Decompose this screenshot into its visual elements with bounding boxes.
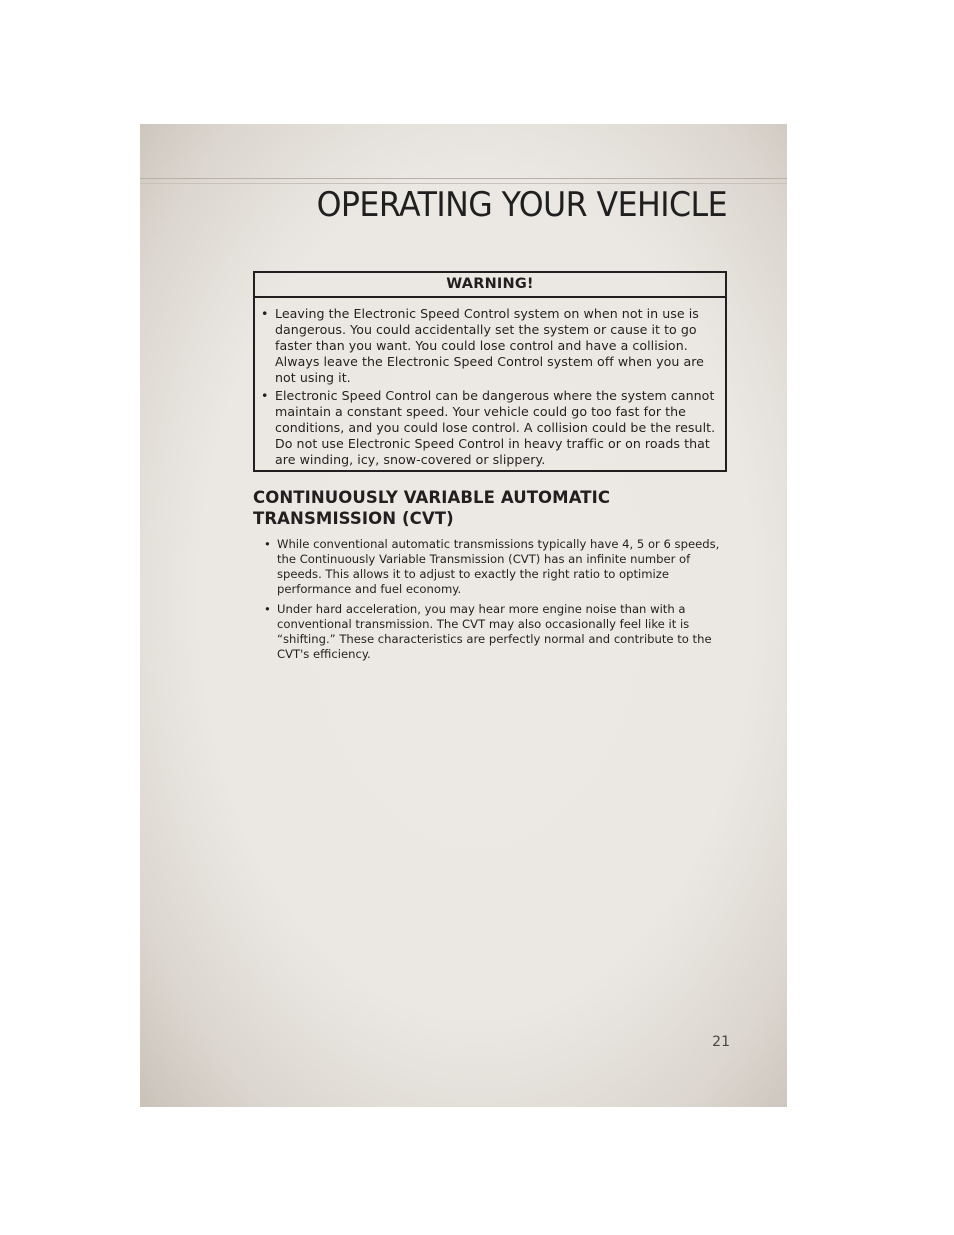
warning-item — [261, 388, 719, 468]
header-rule-top — [140, 178, 787, 179]
manual-page — [140, 124, 787, 1107]
warning-item-text: Leaving the Electronic Speed Control system on when not in use is dangerous. You could accidentally set the system or cause it to go faster than you want. You could lose control and have a collision. Always leave the Electronic Speed Control system off when you are not using it. — [275, 306, 704, 385]
warning-box — [253, 271, 727, 472]
section-heading — [253, 487, 727, 529]
warning-item-text: Electronic Speed Control can be dangerous where the system cannot maintain a constant speed. Your vehicle could go too fast for the conditions, and you could lose control. A collision could be the result. Do not use Electronic Speed Control in heavy traffic or on roads that are winding, icy, snow-covered or slippery. — [275, 388, 716, 467]
header-rule-bottom — [140, 183, 787, 184]
bullet-icon: • — [264, 537, 271, 551]
list-item-text: While conventional automatic transmissions typically have 4, 5 or 6 speeds, the Continuously Variable Transmission (CVT) has an infinite number of speeds. This allows it to adjust to exactly the right ratio to optimize performance and fuel economy. — [277, 537, 720, 596]
warning-item — [261, 306, 719, 386]
list-item-text: Under hard acceleration, you may hear more engine noise than with a conventional transmission. The CVT may also occasionally feel like it is “shifting.” These characteristics are perfectly normal and contribute to the CVT's efficiency. — [277, 602, 712, 661]
warning-list — [255, 298, 725, 468]
page-title: OPERATING YOUR VEHICLE — [316, 185, 727, 225]
section-heading-line: TRANSMISSION (CVT) — [253, 509, 454, 528]
page-number: 21 — [712, 1034, 730, 1050]
bullet-icon: • — [261, 388, 269, 403]
section-heading-line: CONTINUOUSLY VARIABLE AUTOMATIC — [253, 488, 611, 507]
list-item — [264, 602, 727, 662]
list-item — [264, 537, 727, 597]
cvt-list — [264, 537, 727, 667]
warning-heading: WARNING! — [255, 273, 725, 298]
bullet-icon: • — [261, 306, 269, 321]
bullet-icon: • — [264, 602, 271, 616]
